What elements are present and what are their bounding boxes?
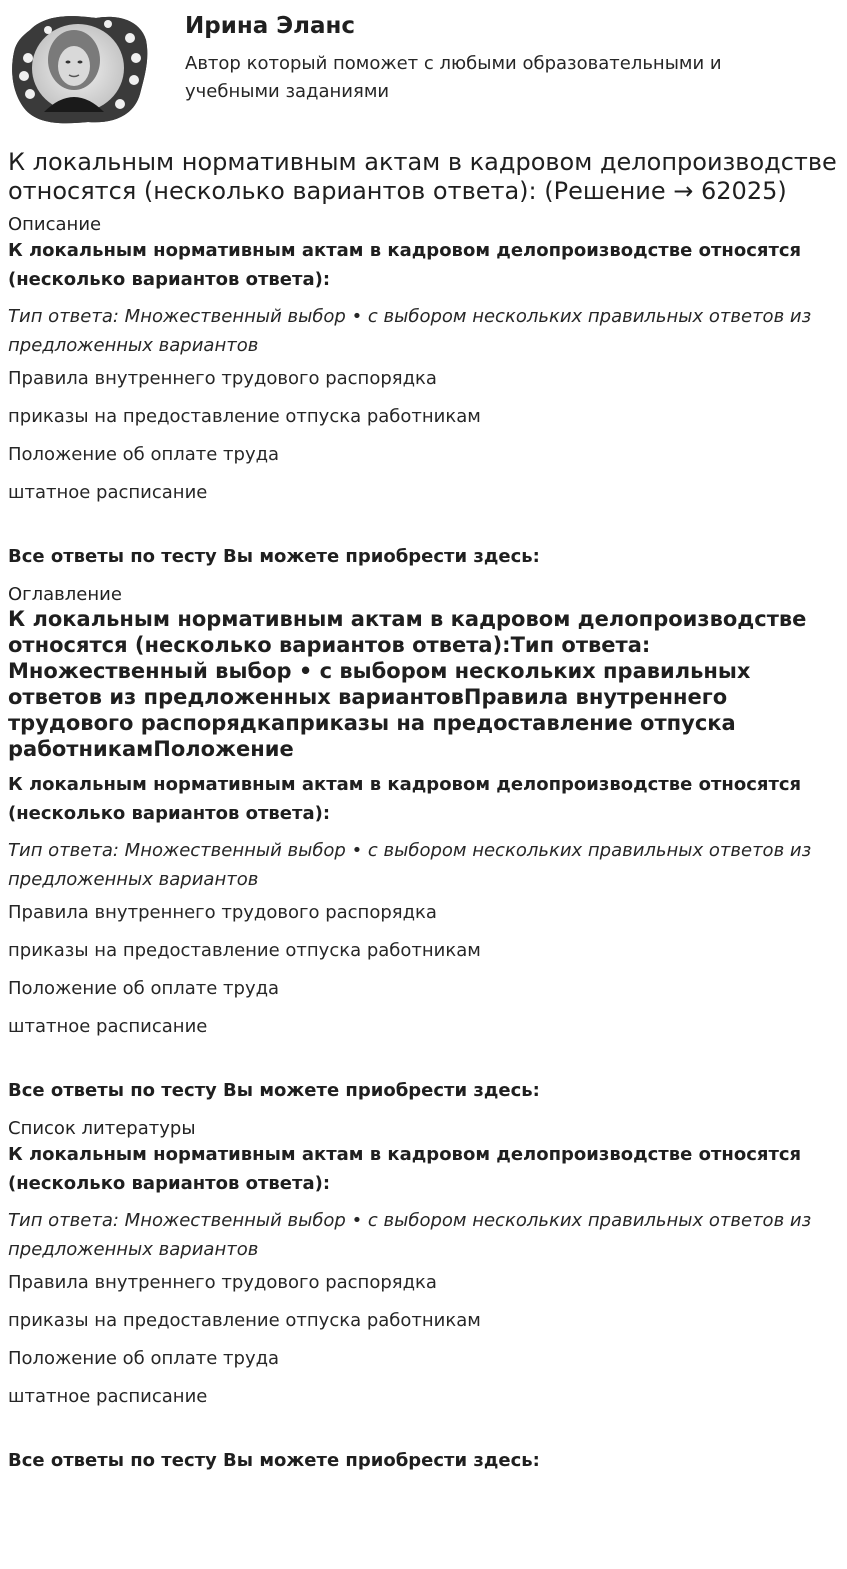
question-text: К локальным нормативным актам в кадровом делопроизводстве относятся (несколько вариантов ответа): bbox=[8, 774, 802, 824]
author-name: Ирина Эланс bbox=[185, 13, 356, 39]
spacer bbox=[8, 1424, 840, 1450]
answer-option: приказы на предоставление отпуска работникам bbox=[8, 940, 481, 961]
author-description: Автор который поможет с любыми образовательными и учебными заданиями bbox=[185, 53, 722, 102]
answer-option: приказы на предоставление отпуска работникам bbox=[8, 1310, 481, 1331]
answer-option: штатное расписание bbox=[8, 1016, 208, 1037]
main-content bbox=[8, 148, 840, 1488]
answer-option: приказы на предоставление отпуска работникам bbox=[8, 406, 481, 427]
answer-type: Тип ответа: Множественный выбор • с выбором нескольких правильных ответов из предложенных вариантов bbox=[8, 306, 812, 356]
spacer bbox=[8, 520, 840, 546]
toc-heading: К локальным нормативным актам в кадровом делопроизводстве относятся (несколько вариантов ответа):Тип ответа: Множественный выбор • с выбором нескольких правильных ответов из предложенных вариантовПравила внутреннего трудового распорядкаприказы на предоставление отпуска работникамПоложение bbox=[8, 607, 807, 761]
literature-section bbox=[8, 1118, 840, 1472]
answer-option: Положение об оплате труда bbox=[8, 1348, 280, 1369]
page-title: К локальным нормативным актам в кадровом делопроизводстве относятся (несколько вариантов ответа): (Решение → 62025) bbox=[8, 148, 837, 205]
answer-option: Правила внутреннего трудового распорядка bbox=[8, 902, 437, 923]
answer-option: Положение об оплате труда bbox=[8, 444, 280, 465]
answer-option: Положение об оплате труда bbox=[8, 978, 280, 999]
toc-section bbox=[8, 584, 840, 1102]
answer-option: Правила внутреннего трудового распорядка bbox=[8, 1272, 437, 1293]
answer-option: штатное расписание bbox=[8, 482, 208, 503]
answer-option: Правила внутреннего трудового распорядка bbox=[8, 368, 437, 389]
section-label-literature: Список литературы bbox=[8, 1118, 196, 1139]
avatar bbox=[8, 8, 150, 126]
author-header bbox=[0, 0, 847, 130]
question-text: К локальным нормативным актам в кадровом делопроизводстве относятся (несколько вариантов ответа): bbox=[8, 1144, 802, 1194]
answer-type: Тип ответа: Множественный выбор • с выбором нескольких правильных ответов из предложенных вариантов bbox=[8, 840, 812, 890]
buy-answers-text: Все ответы по тесту Вы можете приобрести здесь: bbox=[8, 1450, 540, 1471]
buy-answers-text: Все ответы по тесту Вы можете приобрести здесь: bbox=[8, 1080, 540, 1101]
section-label-description: Описание bbox=[8, 214, 102, 235]
question-text: К локальным нормативным актам в кадровом делопроизводстве относятся (несколько вариантов ответа): bbox=[8, 240, 802, 290]
answer-option: штатное расписание bbox=[8, 1386, 208, 1407]
description-section bbox=[8, 214, 840, 568]
spacer bbox=[8, 1054, 840, 1080]
avatar-photo-frame-icon bbox=[8, 8, 150, 126]
buy-answers-text: Все ответы по тесту Вы можете приобрести здесь: bbox=[8, 546, 540, 567]
answer-type: Тип ответа: Множественный выбор • с выбором нескольких правильных ответов из предложенных вариантов bbox=[8, 1210, 812, 1260]
section-label-toc: Оглавление bbox=[8, 584, 122, 605]
